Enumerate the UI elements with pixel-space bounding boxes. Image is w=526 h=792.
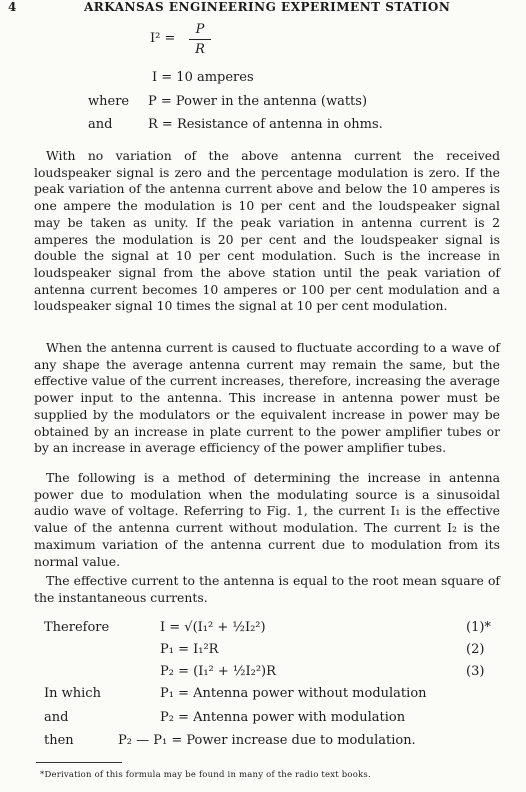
equation-2-number: (2): [466, 642, 485, 657]
footnote-rule: [36, 762, 122, 763]
and-label-2: and: [44, 710, 69, 725]
equation-3-number: (3): [466, 664, 485, 679]
and-definition: R = Resistance of antenna in ohms.: [148, 117, 383, 132]
paragraph-3: The following is a method of determining the increase in antenna power due to modulation when the modulating source is a sinusoidal audio wave of voltage. Referring to Fig. 1, the current I₁ is the effective value of the antenna current without modulation. The current I₂ is the maximum variation of the antenna current due to modulation from its normal value.: [34, 470, 500, 569]
running-title: ARKANSAS ENGINEERING EXPERIMENT STATION: [84, 0, 451, 14]
paragraph-4: The effective current to the antenna is equal to the root mean square of the instantaneous currents.: [34, 573, 500, 605]
formula-denominator: R: [195, 42, 205, 57]
therefore-label: Therefore: [44, 620, 110, 635]
definition-p1: P₁ = Antenna power without modulation: [160, 686, 427, 701]
footnote: *Derivation of this formula may be found in many of the radio text books.: [40, 770, 371, 780]
where-label: where: [88, 94, 130, 109]
definition-power-increase: P₂ — P₁ = Power increase due to modulation.: [118, 733, 416, 748]
formula-current-value: I = 10 amperes: [152, 70, 254, 85]
and-label: and: [88, 117, 113, 132]
fraction-bar: [189, 39, 211, 40]
paragraph-2: When the antenna current is caused to fluctuate according to a wave of any shape the average antenna current may remain the same, but the effective value of the current increases, therefore, increasing the average power input to the antenna. This increase in antenna power must be supplied by the modulators or the equivalent increase in power may be obtained by an increase in plate current to the power amplifier tubes or by an increase in average efficiency of the power amplifier tubes.: [34, 340, 500, 456]
definition-p2: P₂ = Antenna power with modulation: [160, 710, 406, 725]
equation-2: P₁ = I₁²R: [160, 642, 219, 657]
formula-lhs: I² =: [150, 31, 176, 46]
equation-3: P₂ = (I₁² + ½I₂²)R: [160, 664, 276, 679]
formula-numerator: P: [195, 22, 205, 37]
in-which-label: In which: [44, 686, 101, 701]
paragraph-1: With no variation of the above antenna current the received loudspeaker signal is zero and the percentage modulation is zero. If the peak variation of the antenna current above and below the 10 amperes is one ampere the modulation is 10 per cent and the loudspeaker signal may be taken as unity. If the peak variation in antenna current is 2 amperes the modulation is 20 per cent and the loudspeaker signal is double the signal at 10 per cent modulation. Such is the increase in loudspeaker signal from the above station until the peak variation of antenna current becomes 10 amperes or 100 per cent modulation and a loudspeaker signal 10 times the signal at 10 per cent modulation.: [34, 148, 500, 314]
where-definition: P = Power in the antenna (watts): [148, 94, 368, 109]
then-label: then: [44, 733, 74, 748]
equation-1: I = √(I₁² + ½I₂²): [160, 620, 266, 635]
page-number: 4: [8, 0, 17, 14]
equation-1-number: (1)*: [466, 620, 491, 635]
